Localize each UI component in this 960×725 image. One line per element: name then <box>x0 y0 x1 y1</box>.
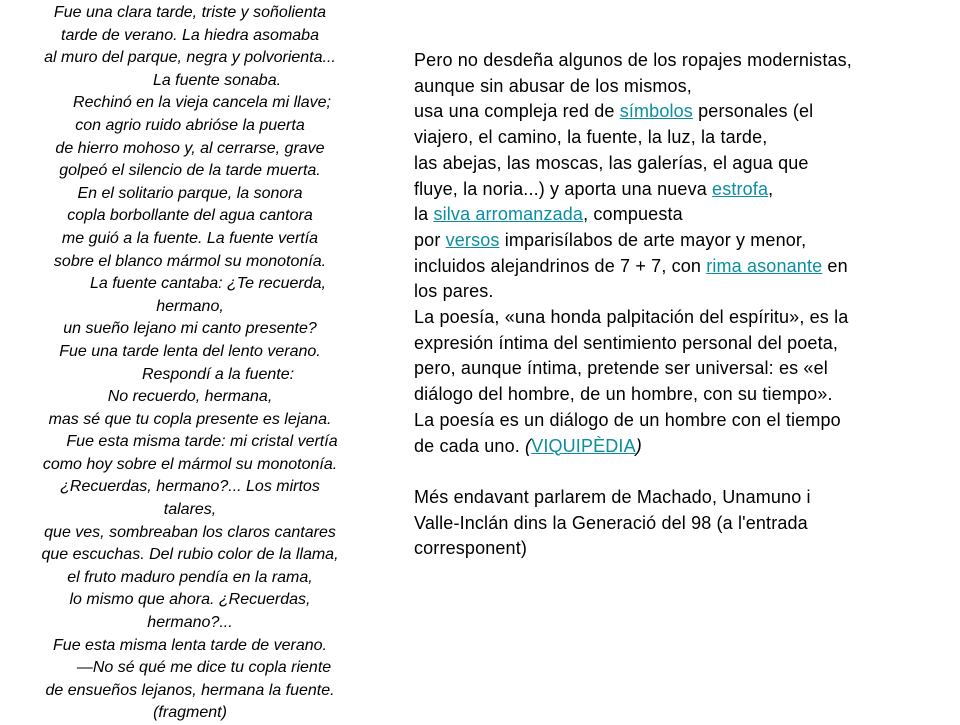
poem-line: Rechinó en la vieja cancela mi llave; <box>73 94 331 112</box>
poem-fragment <box>8 2 372 725</box>
poem-source-note: (fragment) <box>153 704 227 722</box>
prose-text: la <box>414 204 434 225</box>
prose-line: expresión íntima del sentimiento personal del poeta, <box>414 332 839 353</box>
prose-line <box>414 177 944 203</box>
poem-line: —No sé qué me dice tu copla riente <box>76 659 332 677</box>
poem-line: Fue una clara tarde, triste y soñolienta <box>53 4 327 21</box>
poem-line: No recuerdo, hermana, <box>107 388 273 406</box>
poem-line: La fuente cantaba: ¿Te recuerda, <box>89 275 326 293</box>
prose-line: Més endavant parlarem de Machado, Unamuno i <box>414 486 811 507</box>
poem-line: Fue esta misma tarde: mi cristal vertía <box>66 433 338 451</box>
poem-line: lo mismo que ahora. ¿Recuerdas, <box>69 591 311 609</box>
prose-line: viajero, el camino, la fuente, la luz, la tarde, <box>414 127 768 148</box>
link-estrofa[interactable]: estrofa <box>712 178 769 199</box>
poem-line: que escuchas. Del rubio color de la llama, <box>41 546 339 564</box>
prose-text: , compuesta <box>583 204 683 225</box>
prose-line: La poesía, «una honda palpitación del espíritu», es la <box>414 307 849 328</box>
poem-line: En el solitario parque, la sonora <box>77 184 303 202</box>
prose-line: las abejas, las moscas, las galerías, el agua que <box>414 152 809 173</box>
poem-line: un sueño lejano mi canto presente? <box>63 320 317 338</box>
poem-line: como hoy sobre el mármol su monotonía. <box>42 455 338 473</box>
link-simbolos[interactable]: símbolos <box>619 101 693 122</box>
link-versos[interactable]: versos <box>445 229 500 250</box>
prose-line <box>414 434 944 460</box>
poem-line: copla borbollante del agua cantora <box>67 207 313 225</box>
poem-line: al muro del parque, negra y polvorienta... <box>44 49 336 67</box>
poem-line: La fuente sonaba. <box>152 71 282 89</box>
prose-line <box>414 254 944 280</box>
poem-line: tarde de verano. La hiedra asomaba <box>61 26 319 44</box>
poem-line: hermano?... <box>147 614 233 632</box>
prose-line <box>414 202 944 228</box>
prose-line: los pares. <box>414 281 494 302</box>
prose-line: aunque sin abusar de los mismos, <box>414 75 692 96</box>
poem-line: Fue esta misma lenta tarde de verano. <box>53 636 327 654</box>
paren-close: ) <box>635 435 642 456</box>
poem-line: Fue una tarde lenta del lento verano. <box>59 342 321 360</box>
prose-text: incluidos alejandrinos de 7 + 7, con <box>414 255 707 276</box>
link-silva-arromanzada[interactable]: silva arromanzada <box>433 204 584 225</box>
blank-line <box>414 459 944 485</box>
prose-text: en <box>822 255 848 276</box>
prose-line: corresponent) <box>414 538 528 559</box>
prose-text: , <box>768 178 774 199</box>
poem-line: con agrio ruido abrióse la puerta <box>75 116 305 134</box>
poem-line: de ensueños lejanos, hermana la fuente. <box>45 681 335 699</box>
link-rima-asonante[interactable]: rima asonante <box>706 255 823 276</box>
prose-line <box>414 228 944 254</box>
poem-line: mas sé que tu copla presente es lejana. <box>48 410 332 428</box>
poem-line: Respondí a la fuente: <box>141 365 295 383</box>
poem-line: golpeó el silencio de la tarde muerta. <box>59 162 321 180</box>
prose-text: imparisílabos de arte mayor y menor, <box>499 229 807 250</box>
commentary-text <box>414 48 944 562</box>
poem-line: el fruto maduro pendía en la rama, <box>67 568 313 586</box>
poem-line: me guió a la fuente. La fuente vertía <box>61 229 319 247</box>
prose-line: pero, aunque íntima, pretende ser universal: es «el <box>414 358 828 379</box>
prose-text: de cada uno. <box>414 435 526 456</box>
prose-text: usa una compleja red de <box>414 101 620 122</box>
poem-line: de hierro mohoso y, al cerrarse, grave <box>55 139 325 157</box>
poem-line: talares, <box>163 501 217 519</box>
prose-line <box>414 99 944 125</box>
prose-line: La poesía es un diálogo de un hombre con el tiempo <box>414 409 841 430</box>
prose-line: Valle-Inclán dins la Generació del 98 (a l'entrada <box>414 512 808 533</box>
poem-line: hermano, <box>156 297 224 315</box>
poem-line: ¿Recuerdas, hermano?... Los mirtos <box>60 478 320 496</box>
prose-line: Pero no desdeña algunos de los ropajes modernistas, <box>414 50 852 70</box>
poem-line: que ves, sombreaban los claros cantares <box>44 523 336 541</box>
prose-line: diálogo del hombre, de un hombre, con su tiempo». <box>414 384 833 405</box>
prose-text: por <box>414 229 446 250</box>
paren-open: ( <box>525 435 532 456</box>
poem-line: sobre el blanco mármol su monotonía. <box>53 252 327 270</box>
prose-text: fluye, la noria...) y aporta una nueva <box>414 178 713 199</box>
prose-text: personales (el <box>692 101 814 122</box>
link-viquipedia[interactable]: VIQUIPÈDIA <box>531 435 636 456</box>
